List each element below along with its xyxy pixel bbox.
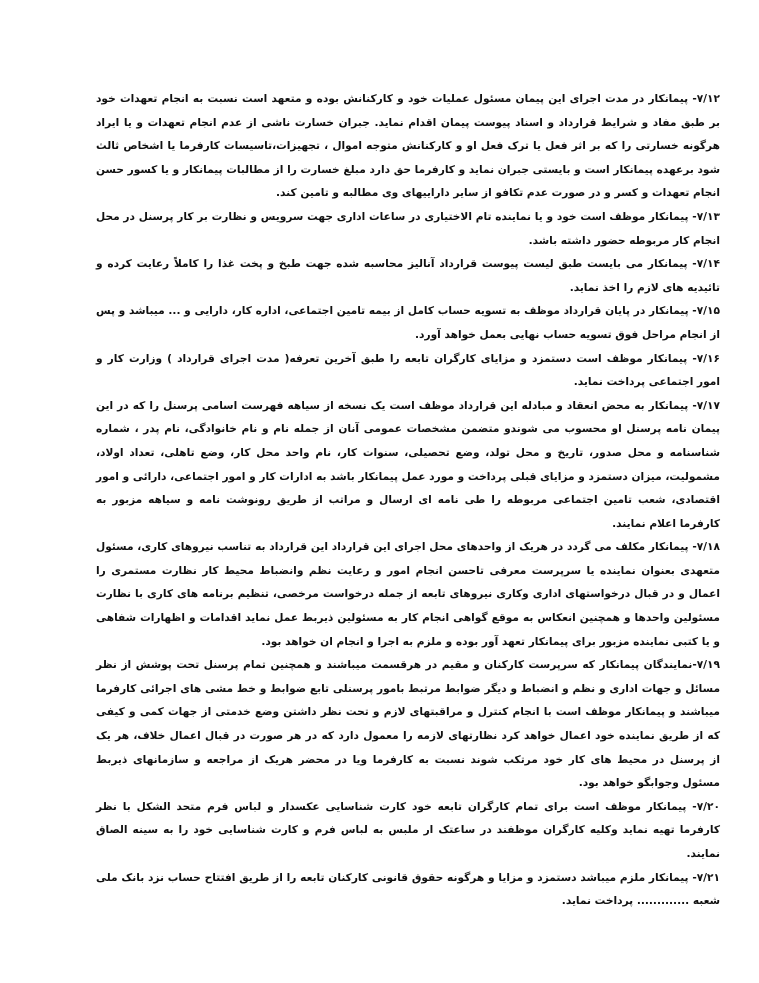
clause-7-15: ۷/۱۵- پیمانکار در پایان قرارداد موظف به تسویه حساب کامل از بیمه تامین اجتماعی، اداره کار، دارایی و ... میباشد و پس از انجام مراحل فوق تسویه حساب نهایی بعمل خواهد آورد. bbox=[96, 305, 720, 341]
clause-7-14: ۷/۱۴- پیمانکار می بایست طبق لیست پیوست قرارداد آنالیز محاسبه شده جهت طبخ و پخت غذا را کاملاً رعایت کرده و تائیدیه های لازم را اخذ نماید. bbox=[96, 258, 720, 294]
clause-7-17: ۷/۱۷- پیمانکار به محض انعقاد و مبادله این قرارداد موظف است یک نسخه از سیاهه فهرست اسامی پرسنل را که در این پیمان نامه پرسنل او محسوب می شوندو متضمن مشخصات عمومی آنان از جمله نام و نام خانوادگی، نام پدر ، شماره شناسنامه و محل صدور، تاریخ و محل تولد، وضع تحصیلی، سنوات کار، نام واحد محل کار، وضع تاهلی، تعداد اولاد، مشمولیت، میزان دستمزد و مزایای قبلی پرداخت و مورد عمل پیمانکار باشد به ادارات کار و امور اجتماعی، دارائی و امور اقتصادی، شعب تامین اجتماعی مربوطه را طی نامه ای ارسال و مراتب از طریق رونوشت نامه و سیاهه مزبور به کارفرما اعلام نمایند. bbox=[96, 399, 720, 530]
clause-7-20: ۷/۲۰- پیمانکار موظف است برای تمام کارگران تابعه خود کارت شناسایی عکسدار و لباس فرم متحد الشکل با نظر کارفرما تهیه نماید وکلیه کارگران موظفند در ساعتک ار ملبس به لباس فرم و کارت شناسایی خود را به سینه الصاق نمایند. bbox=[96, 800, 720, 860]
clause-7-18: ۷/۱۸- پیمانکار مکلف می گردد در هریک از واحدهای محل اجرای این قرارداد این قرارداد به تناسب نیروهای کاری، مسئول متعهدی بعنوان نماینده یا سرپرست معرفی تاحسن انجام امور و رعایت نظم وانضباط محیط کار نظارت مستمری را اعمال و در قبال درخواستهای اداری وکاری نیروهای تابعه از جمله درخواست مرخصی، تنظیم برنامه های کاری با نظارت مسئولین واحدها و همچنین انعکاس به موقع گواهی انجام کار به مسئولین ذیربط عمل نماید اقدامات و اظهارات شفاهی و یا کتبی نماینده مزبور برای پیمانکار تعهد آور بوده و ملزم به اجرا و انجام ان خواهد بود. bbox=[96, 541, 720, 648]
document-page bbox=[96, 88, 720, 914]
clause-7-19: ۷/۱۹-نمایندگان پیمانکار که سرپرست کارکنان و مقیم در هرقسمت میباشند و همچنین تمام پرسنل تحت پوشش از نظر مسائل و جهات اداری و نظم و انضباط و دیگر ضوابط مرتبط بامور پرسنلی تابع ضوابط و خط مشی های اجرائی کارفرما میباشند و پیمانکار موظف است با انجام کنترل و مراقبتهای لازم و تحت نظر داشتن وضع خدمتی از جهات کمی و کیفی که از طریق نماینده خود اعمال خواهد کرد نظارتهای لازمه را معمول دارد که در هر صورت در قبال اعمال خلاف، هر یک از پرسنل در محیط های کار خود مرتکب شوند نسبت به کارفرما ویا در محضر هریک از مراجعه و سازمانهای ذیربط مسئول وجوابگو خواهد بود. bbox=[96, 659, 720, 790]
clause-7-21: ۷/۲۱- پیمانکار ملزم میباشد دستمزد و مزایا و هرگونه حقوق قانونی کارکنان تابعه را از طریق افتتاح حساب نزد بانک ملی شعبه ............. پرداخت نماید. bbox=[96, 871, 720, 908]
clause-7-12: ۷/۱۲- پیمانکار در مدت اجرای این پیمان مسئول عملیات خود و کارکنانش بوده و متعهد است نسبت به انجام تعهدات خود بر طبق مفاد و شرایط قرارداد و اسناد پیوست پیمان اقدام نماید. جبران خسارت ناشی از عدم انجام تعهدات و یا ایراد هرگونه خسارتی را که بر اثر فعل یا ترک فعل او و کارکنانش متوجه اموال ، تجهیزات،تاسیسات کارفرما یا اشخاص ثالث شود برعهده پیمانکار است و بایستی جبران نماید و کارفرما حق دارد مبلغ خسارت را از مطالبات پیمانکار و یا کسور حسن انجام تعهدات و کسر و در صورت عدم تکافو از سایر داراییهای وی مطالبه و تامین کند. bbox=[96, 93, 720, 200]
clause-7-16: ۷/۱۶- پیمانکار موظف است دستمزد و مزایای کارگران تابعه را طبق آخرین تعرفه( مدت اجرای قرارداد ) وزارت کار و امور اجتماعی پرداخت نماید. bbox=[96, 352, 720, 389]
clause-7-13: ۷/۱۳- پیمانکار موظف است خود و یا نماینده تام الاختیاری در ساعات اداری جهت سرویس و نظارت بر کار پرسنل در محل انجام کار مربوطه حضور داشته باشد. bbox=[96, 210, 720, 247]
